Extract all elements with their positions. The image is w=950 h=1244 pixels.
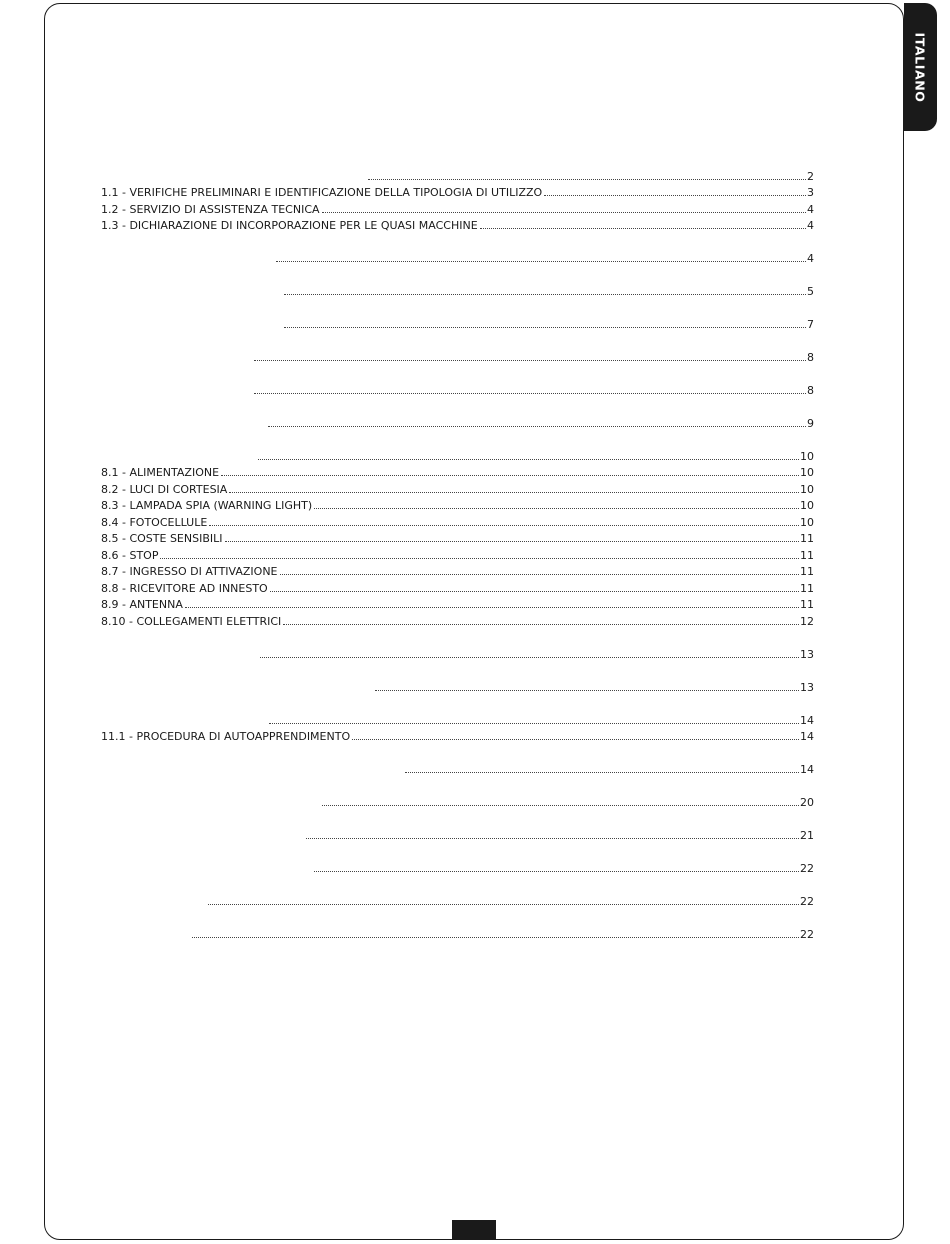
- page-number-box: [452, 1220, 496, 1240]
- toc-leader: [314, 870, 799, 872]
- toc-entry-page: 21: [800, 829, 814, 842]
- toc-leader: [268, 425, 806, 427]
- toc-leader: [314, 507, 799, 509]
- toc-entry-title: 1.2 - SERVIZIO DI ASSISTENZA TECNICA: [101, 203, 320, 216]
- toc-entry-title: 1.3 - DICHIARAZIONE DI INCORPORAZIONE PER LE QUASI MACCHINE: [101, 219, 478, 232]
- toc-entry[interactable]: [101, 464, 814, 479]
- toc-leader: [160, 557, 799, 559]
- toc-entry[interactable]: [101, 613, 814, 628]
- toc-entry[interactable]: [101, 448, 814, 463]
- toc-entry-page: 11: [800, 549, 814, 562]
- toc-entry[interactable]: [101, 530, 814, 545]
- toc-entry[interactable]: [101, 283, 814, 298]
- toc-leader: [258, 458, 799, 460]
- toc-entry[interactable]: [101, 794, 814, 809]
- toc-leader: [208, 903, 799, 905]
- toc-entry[interactable]: [101, 712, 814, 727]
- toc-entry-page: 11: [800, 582, 814, 595]
- toc-entry[interactable]: [101, 184, 814, 199]
- toc-entry-title: 8.10 - COLLEGAMENTI ELETTRICI: [101, 615, 282, 628]
- toc-entry-page: 10: [800, 483, 814, 496]
- toc-leader: [280, 573, 800, 575]
- toc-leader: [544, 194, 806, 196]
- toc-entry[interactable]: [101, 168, 814, 183]
- toc-entry-page: 8: [807, 351, 814, 364]
- toc-leader: [283, 623, 799, 625]
- toc-entry[interactable]: [101, 860, 814, 875]
- toc-leader: [185, 606, 799, 608]
- toc-leader: [269, 722, 799, 724]
- toc-entry[interactable]: [101, 728, 814, 743]
- toc-entry[interactable]: [101, 415, 814, 430]
- toc-entry-page: 12: [800, 615, 814, 628]
- toc-leader: [322, 211, 806, 213]
- toc-entry[interactable]: [101, 481, 814, 496]
- toc-leader: [405, 771, 799, 773]
- toc-entry-page: 22: [800, 895, 814, 908]
- toc-leader: [276, 260, 806, 262]
- toc-entry-page: 14: [800, 730, 814, 743]
- toc-entry[interactable]: [101, 201, 814, 216]
- toc-entry-page: 9: [807, 417, 814, 430]
- toc-entry-title: 8.5 - COSTE SENSIBILI: [101, 532, 223, 545]
- toc-entry[interactable]: [101, 893, 814, 908]
- toc-entry[interactable]: [101, 316, 814, 331]
- toc-entry[interactable]: [101, 563, 814, 578]
- toc-leader: [225, 540, 800, 542]
- toc-entry[interactable]: [101, 497, 814, 512]
- toc-entry[interactable]: [101, 217, 814, 232]
- toc-entry-title: 1.1 - VERIFICHE PRELIMINARI E IDENTIFICAZIONE DELLA TIPOLOGIA DI UTILIZZO: [101, 186, 543, 199]
- toc-entry-page: 11: [800, 532, 814, 545]
- toc-entry[interactable]: [101, 827, 814, 842]
- toc-entry[interactable]: [101, 382, 814, 397]
- toc-leader: [306, 837, 799, 839]
- toc-entry-title: 8.7 - INGRESSO DI ATTIVAZIONE: [101, 565, 278, 578]
- toc-entry-page: 4: [807, 203, 814, 216]
- language-tab-label: ITALIANO: [913, 31, 928, 103]
- toc-entry-title: 8.9 - ANTENNA: [101, 598, 183, 611]
- toc-entry-page: 8: [807, 384, 814, 397]
- toc-entry-page: 14: [800, 714, 814, 727]
- toc-entry-page: 13: [800, 681, 814, 694]
- toc-leader: [352, 738, 799, 740]
- toc-entry[interactable]: [101, 761, 814, 776]
- toc-entry-page: 22: [800, 928, 814, 941]
- toc-entry-page: 10: [800, 466, 814, 479]
- toc-leader: [229, 491, 799, 493]
- toc-leader: [284, 326, 806, 328]
- toc-leader: [254, 392, 806, 394]
- toc-entry-title: 8.6 - STOP: [101, 549, 159, 562]
- toc-entry-page: 13: [800, 648, 814, 661]
- toc-entry[interactable]: [101, 250, 814, 265]
- toc-entry-title: 8.1 - ALIMENTAZIONE: [101, 466, 220, 479]
- toc-entry-title: 8.2 - LUCI DI CORTESIA: [101, 483, 228, 496]
- toc-entry-page: 11: [800, 565, 814, 578]
- toc-entry-page: 14: [800, 763, 814, 776]
- toc-entry[interactable]: [101, 679, 814, 694]
- toc-entry-page: 10: [800, 516, 814, 529]
- toc-leader: [480, 227, 806, 229]
- toc-entry-page: 11: [800, 598, 814, 611]
- toc-entry-title: 8.8 - RICEVITORE AD INNESTO: [101, 582, 268, 595]
- toc-entry[interactable]: [101, 349, 814, 364]
- toc-entry-page: 2: [807, 170, 814, 183]
- toc-leader: [270, 590, 799, 592]
- toc-leader: [254, 359, 806, 361]
- language-tab-label-wrapper: [904, 3, 937, 131]
- toc-entry-page: 4: [807, 252, 814, 265]
- toc-leader: [375, 689, 799, 691]
- toc-entry[interactable]: [101, 926, 814, 941]
- toc-entry[interactable]: [101, 580, 814, 595]
- toc-entry-page: 4: [807, 219, 814, 232]
- toc-entry-title: 8.3 - LAMPADA SPIA (WARNING LIGHT): [101, 499, 313, 512]
- toc-leader: [260, 656, 799, 658]
- toc-entry-page: 10: [800, 499, 814, 512]
- toc-entry[interactable]: [101, 646, 814, 661]
- toc-entry-page: 20: [800, 796, 814, 809]
- toc-entry-page: 10: [800, 450, 814, 463]
- toc-leader: [209, 524, 799, 526]
- toc-entry-title: 11.1 - PROCEDURA DI AUTOAPPRENDIMENTO: [101, 730, 351, 743]
- toc-entry-page: 7: [807, 318, 814, 331]
- toc-leader: [284, 293, 806, 295]
- toc-entry-page: 3: [807, 186, 814, 199]
- toc-leader: [322, 804, 799, 806]
- toc-entry[interactable]: [101, 596, 814, 611]
- toc-entry-title: 8.4 - FOTOCELLULE: [101, 516, 208, 529]
- toc-leader: [221, 474, 799, 476]
- toc-entry[interactable]: [101, 514, 814, 529]
- toc-entry-page: 22: [800, 862, 814, 875]
- toc-entry[interactable]: [101, 547, 814, 562]
- toc-entry-page: 5: [807, 285, 814, 298]
- toc-leader: [368, 178, 806, 180]
- toc-leader: [192, 936, 799, 938]
